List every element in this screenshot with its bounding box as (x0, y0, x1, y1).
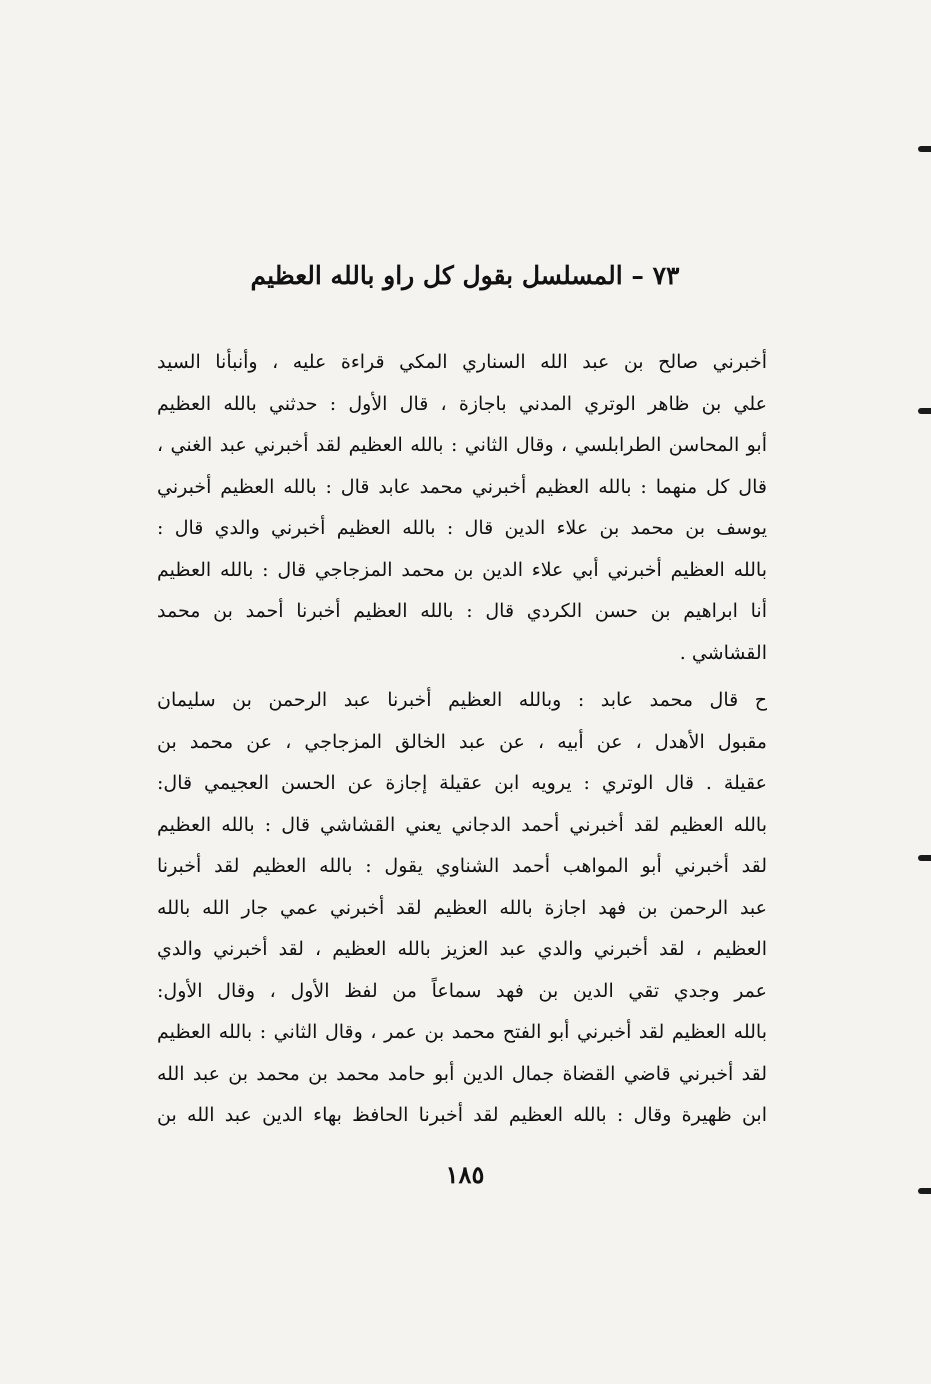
text-line: بالله العظيم لقد أخبرني أحمد الدجاني يعني القشاشي قال : بالله العظيم (157, 813, 767, 836)
text-line: بالله العظيم لقد أخبرني أبو الفتح محمد بن عمر ، وقال الثاني : بالله العظيم (157, 1021, 767, 1043)
paragraph-1 (157, 342, 767, 674)
text-line: مقبول الأهدل ، عن أبيه ، عن عبد الخالق المزجاجي ، عن محمد بن (157, 730, 767, 753)
scan-edge-mark (918, 146, 931, 152)
paragraph-2 (157, 680, 767, 1137)
text-line: عمر وجدي تقي الدين بن فهد سماعاً من لفظ الأول ، وقال الأول: (157, 979, 767, 1002)
text-line: عقيلة . قال الوتري : يرويه ابن عقيلة إجازة عن الحسن العجيمي قال: (157, 772, 767, 794)
text-line: لقد أخبرني أبو المواهب أحمد الشناوي يقول : بالله العظيم لقد أخبرنا (157, 855, 767, 877)
text-line: علي بن ظاهر الوتري المدني باجازة ، قال الأول : حدثني بالله العظيم (157, 392, 767, 415)
text-line: لقد أخبرني قاضي القضاة جمال الدين أبو حامد محمد بن محمد بن عبد الله (157, 1062, 767, 1085)
text-line: العظيم ، لقد أخبرني والدي عبد العزيز بالله العظيم ، لقد أخبرني والدي (157, 938, 767, 960)
text-line: عبد الرحمن بن فهد اجازة بالله العظيم لقد أخبرني عمي جار الله بالله (157, 896, 767, 919)
text-line: ابن ظهيرة وقال : بالله العظيم لقد أخبرنا الحافظ بهاء الدين عبد الله بن (157, 1104, 767, 1126)
text-line: أخبرني صالح بن عبد الله السناري المكي قراءة عليه ، وأنبأنا السيد (157, 351, 767, 373)
text-line: يوسف بن محمد بن علاء الدين قال : بالله العظيم أخبرني والدي قال : (157, 517, 767, 539)
text-line: القشاشي . (679, 641, 767, 664)
text-line: بالله العظيم أخبرني أبي علاء الدين بن محمد المزجاجي قال : بالله العظيم (157, 558, 767, 581)
scan-edge-mark (918, 408, 931, 414)
text-line: أبو المحاسن الطرابلسي ، وقال الثاني : بالله العظيم لقد أخبرني عبد الغني ، (157, 434, 767, 456)
text-line: ح قال محمد عابد : وبالله العظيم أخبرنا عبد الرحمن بن سليمان (157, 689, 767, 711)
scan-edge-mark (918, 855, 931, 861)
scan-edge-mark (918, 1188, 931, 1194)
text-line: قال كل منهما : بالله العظيم أخبرني محمد عابد قال : بالله العظيم أخبرني (157, 475, 767, 498)
page-number: ١٨٥ (445, 1160, 485, 1189)
section-heading: ٧٣ – المسلسل بقول كل راو بالله العظيم (250, 261, 680, 290)
text-line: أنا ابراهيم بن حسن الكردي قال : بالله العظيم أخبرنا أحمد بن محمد (157, 600, 767, 622)
